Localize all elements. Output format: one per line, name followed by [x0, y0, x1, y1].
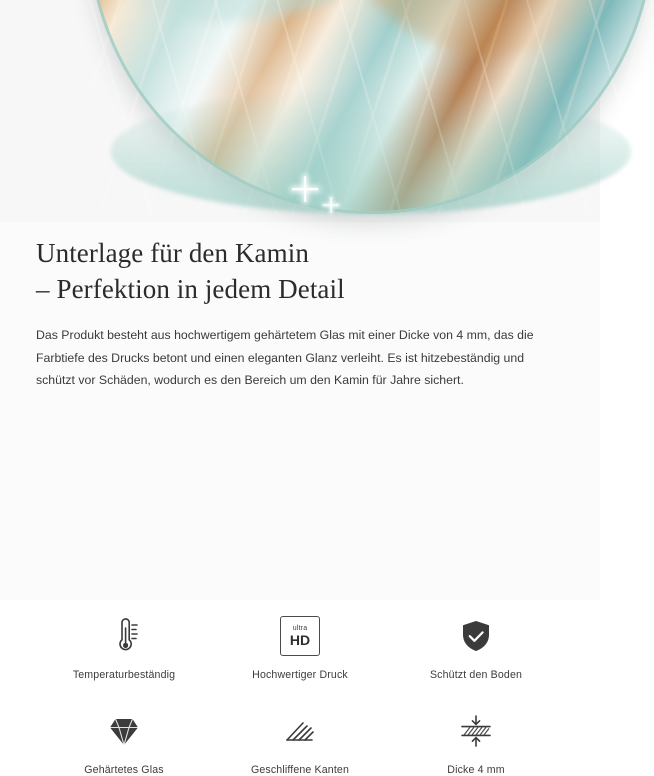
feature-item-thickness [388, 707, 564, 776]
glass-plate-product-photo [88, 0, 654, 214]
badge-top-text: ultra [292, 625, 308, 632]
thermometer-icon [102, 612, 146, 660]
feature-item-temperature [36, 612, 212, 681]
diamond-icon [102, 707, 146, 755]
thickness-arrows-icon [454, 707, 498, 755]
feature-grid [36, 612, 564, 776]
feature-item-polished-edges [212, 707, 388, 776]
feature-label: Schützt den Boden [429, 669, 523, 681]
feature-label: Temperaturbeständig [72, 669, 176, 681]
feature-label: Hochwertiger Druck [252, 669, 348, 681]
product-description-paragraph: Das Produkt besteht aus hochwertigem gehärtetem Glas mit einer Dicke von 4 mm, das die Farbtiefe des Drucks betont und einen eleganten Glanz verleiht. Es ist hitzebeständig und schützt vor Schäden, wodurch es den Bereich um den Kamin für Jahre sichert. [36, 328, 534, 387]
hero-image [0, 0, 600, 222]
feature-label: Geschliffene Kanten [250, 764, 350, 776]
polished-edges-icon [278, 707, 322, 755]
feature-item-tempered-glass [36, 707, 212, 776]
feature-item-print-quality [212, 612, 388, 681]
feature-item-floor-protection [388, 612, 564, 681]
page-title [0, 222, 600, 307]
badge-bottom-text: HD [289, 632, 311, 648]
ultra-hd-badge-icon [280, 612, 320, 660]
feature-label: Dicke 4 mm [447, 764, 505, 776]
page-title-line-2: – Perfektion in jedem Detail [36, 273, 345, 304]
page-title-line-1: Unterlage für den Kamin [36, 238, 309, 268]
feature-label: Gehärtetes Glas [84, 764, 164, 776]
shield-check-icon [454, 612, 498, 660]
text-content [0, 222, 600, 391]
